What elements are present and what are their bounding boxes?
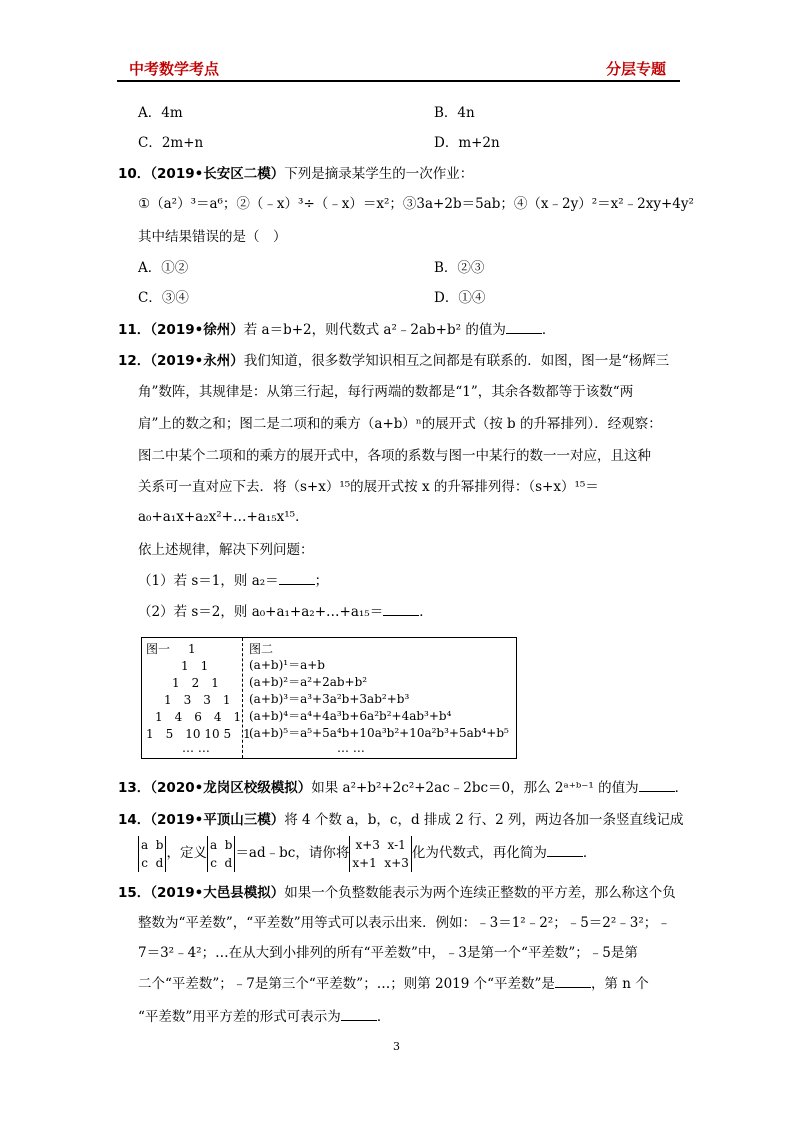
q9-option-a: A．4m: [138, 105, 183, 121]
q14-answer-blank: [547, 844, 583, 857]
matrix-x: x+3 x-1 x+1 x+3: [349, 836, 412, 872]
question-15-line-3: 7＝3²﹣4²；…在从大到小排列的所有“平差数”中，﹣3是第一个“平差数”；﹣5是第: [138, 945, 638, 961]
expansion-2: (a+b)²＝a²+2ab+b²: [249, 675, 368, 689]
q12-source: 12．（2019•永州）: [118, 353, 244, 369]
q15-answer-blank-2: [341, 1008, 377, 1021]
q10-option-c: C．③④: [138, 290, 189, 306]
question-14-line-1: 14．（2019•平顶山三模）将 4 个数 a，b，c，d 排成 2 行、2 列，两边各加一条竖直线记成: [118, 812, 684, 828]
question-12-line-7: 依上述规律，解决下列问题：: [138, 542, 314, 558]
triangle-row-2: 1 1: [181, 659, 209, 673]
q10-question: 其中结果错误的是（ ）: [138, 229, 287, 245]
question-10-stem: [118, 165, 473, 183]
q10-text: 下列是摘录某学生的一次作业：: [284, 166, 474, 182]
figure-box: [141, 637, 517, 759]
question-12-line-3: 肩”上的数之和；图二是二项和的乘方（a+b）ⁿ的展开式（按 b 的升幂排列）．经观察：: [138, 416, 662, 432]
expansion-3: (a+b)³＝a³+3a²b+3ab²+b³: [249, 692, 410, 706]
header-left-title: 中考数学考点: [129, 60, 220, 78]
triangle-row-1: 1: [188, 642, 196, 656]
matrix-abcd-1: a b c d: [138, 836, 166, 872]
triangle-row-5: 1 4 6 4 1: [155, 710, 242, 724]
question-13: 13．（2020•龙岗区校级模拟）如果 a²+b²+2c²+2ac﹣2bc＝0，那么 2ᵃ⁺ᵇ⁻¹ 的值为 ．: [118, 780, 689, 796]
header-right-title: 分层专题: [605, 60, 666, 78]
question-12-line-5: 关系可一直对应下去．将（s+x）¹⁵的展开式按 x 的升幂排列得：（s+x）¹⁵＝: [138, 479, 599, 495]
question-12-line-4: 图二中某个二项和的乘方的展开式中，各项的系数与图一中某行的数一一对应，且这种: [138, 448, 651, 464]
question-12-line-2: 角”数阵，其规律是：从第三行起，每行两端的数都是“1”，其余各数都等于该数“两: [138, 384, 634, 400]
q11-source: 11．（2019•徐州）: [118, 322, 244, 338]
q11-answer-blank: [506, 321, 542, 334]
question-12-line-6: a₀+a₁x+a₂x²+…+a₁₅x¹⁵．: [138, 509, 309, 525]
q13-source: 13．（2020•龙岗区校级模拟）: [118, 780, 312, 796]
q13-answer-blank: [639, 779, 675, 792]
question-15-line-1: 15．（2019•大邑县模拟）如果一个负整数能表示为两个连续正整数的平方差，那么称这个负: [118, 885, 676, 901]
q9-option-b: B．4n: [434, 105, 475, 121]
q12-sub-2: （2）若 s＝2，则 a₀+a₁+a₂+…+a₁₅＝ ．: [138, 604, 433, 620]
page-number: 3: [393, 1040, 400, 1053]
q10-source: 10．（2019•长安区二模）: [118, 166, 285, 182]
expansion-4: (a+b)⁴＝a⁴+4a³b+6a²b²+4ab³+b⁴: [249, 709, 452, 723]
q12-sub-1-blank: [279, 572, 315, 585]
question-12-line-1: 12．（2019•永州）我们知道，很多数学知识相互之间都是有联系的．如图，图一是“杨辉三: [118, 353, 670, 369]
question-15-line-5: “平差数”用平方差的形式可表示为 ．: [138, 1009, 391, 1025]
q12-sub-2-blank: [383, 603, 419, 616]
triangle-ellipsis: … …: [182, 741, 210, 755]
matrix-abcd-2: a b c d: [207, 836, 235, 872]
q10-option-a: A．①②: [138, 260, 189, 276]
q15-source: 15．（2019•大邑县模拟）: [118, 885, 285, 901]
q9-option-c: C．2m+n: [138, 135, 204, 151]
q15-answer-blank-1: [555, 975, 591, 988]
expansion-ellipsis: … …: [337, 741, 365, 755]
triangle-row-3: 1 2 1: [172, 676, 219, 690]
page-header: [117, 56, 680, 82]
triangle-row-4: 1 3 3 1: [164, 693, 231, 707]
question-11: 11．（2019•徐州）若 a＝b+2，则代数式 a²﹣2ab+b² 的值为 ．: [118, 322, 556, 338]
question-15-line-2: 整数为“平差数”，“平差数”用等式可以表示出来．例如：﹣3＝1²﹣2²；﹣5＝2²﹣3²；﹣: [138, 915, 671, 931]
q12-sub-1: （1）若 s＝1，则 a₂＝ ；: [138, 573, 329, 589]
q10-items: ①（a²）³＝a⁶；②（﹣x）³÷（﹣x）＝x²；③3a+2b＝5ab；④（x﹣2y）²＝x²﹣2xy+4y²: [138, 196, 694, 212]
question-15-line-4: 二个“平差数”；﹣7是第三个“平差数”；…；则第 2019 个“平差数”是 ，第 n 个: [138, 976, 649, 992]
q11-text: 若 a＝b+2，则代数式 a²﹣2ab+b² 的值为: [243, 322, 506, 338]
q10-option-b: B．②③: [434, 260, 485, 276]
q10-option-d: D．①④: [434, 290, 486, 306]
q14-source: 14．（2019•平顶山三模）: [118, 812, 285, 828]
figure-2-title: 图二: [249, 642, 274, 656]
figure-1-title: 图一: [146, 642, 171, 656]
triangle-row-6: 1 5 10 10 5 1: [146, 727, 251, 741]
q9-option-d: D．m+2n: [434, 135, 500, 151]
question-14-line-2: a b c d ，定义 a b c d ＝ad﹣bc，请你将 x+3 x-1 x+1 x+3 化为代数式，再化简为 ．: [138, 834, 596, 872]
expansion-1: (a+b)¹＝a+b: [249, 658, 325, 672]
expansion-5: (a+b)⁵＝a⁵+5a⁴b+10a³b²+10a²b³+5ab⁴+b⁵: [249, 726, 509, 740]
